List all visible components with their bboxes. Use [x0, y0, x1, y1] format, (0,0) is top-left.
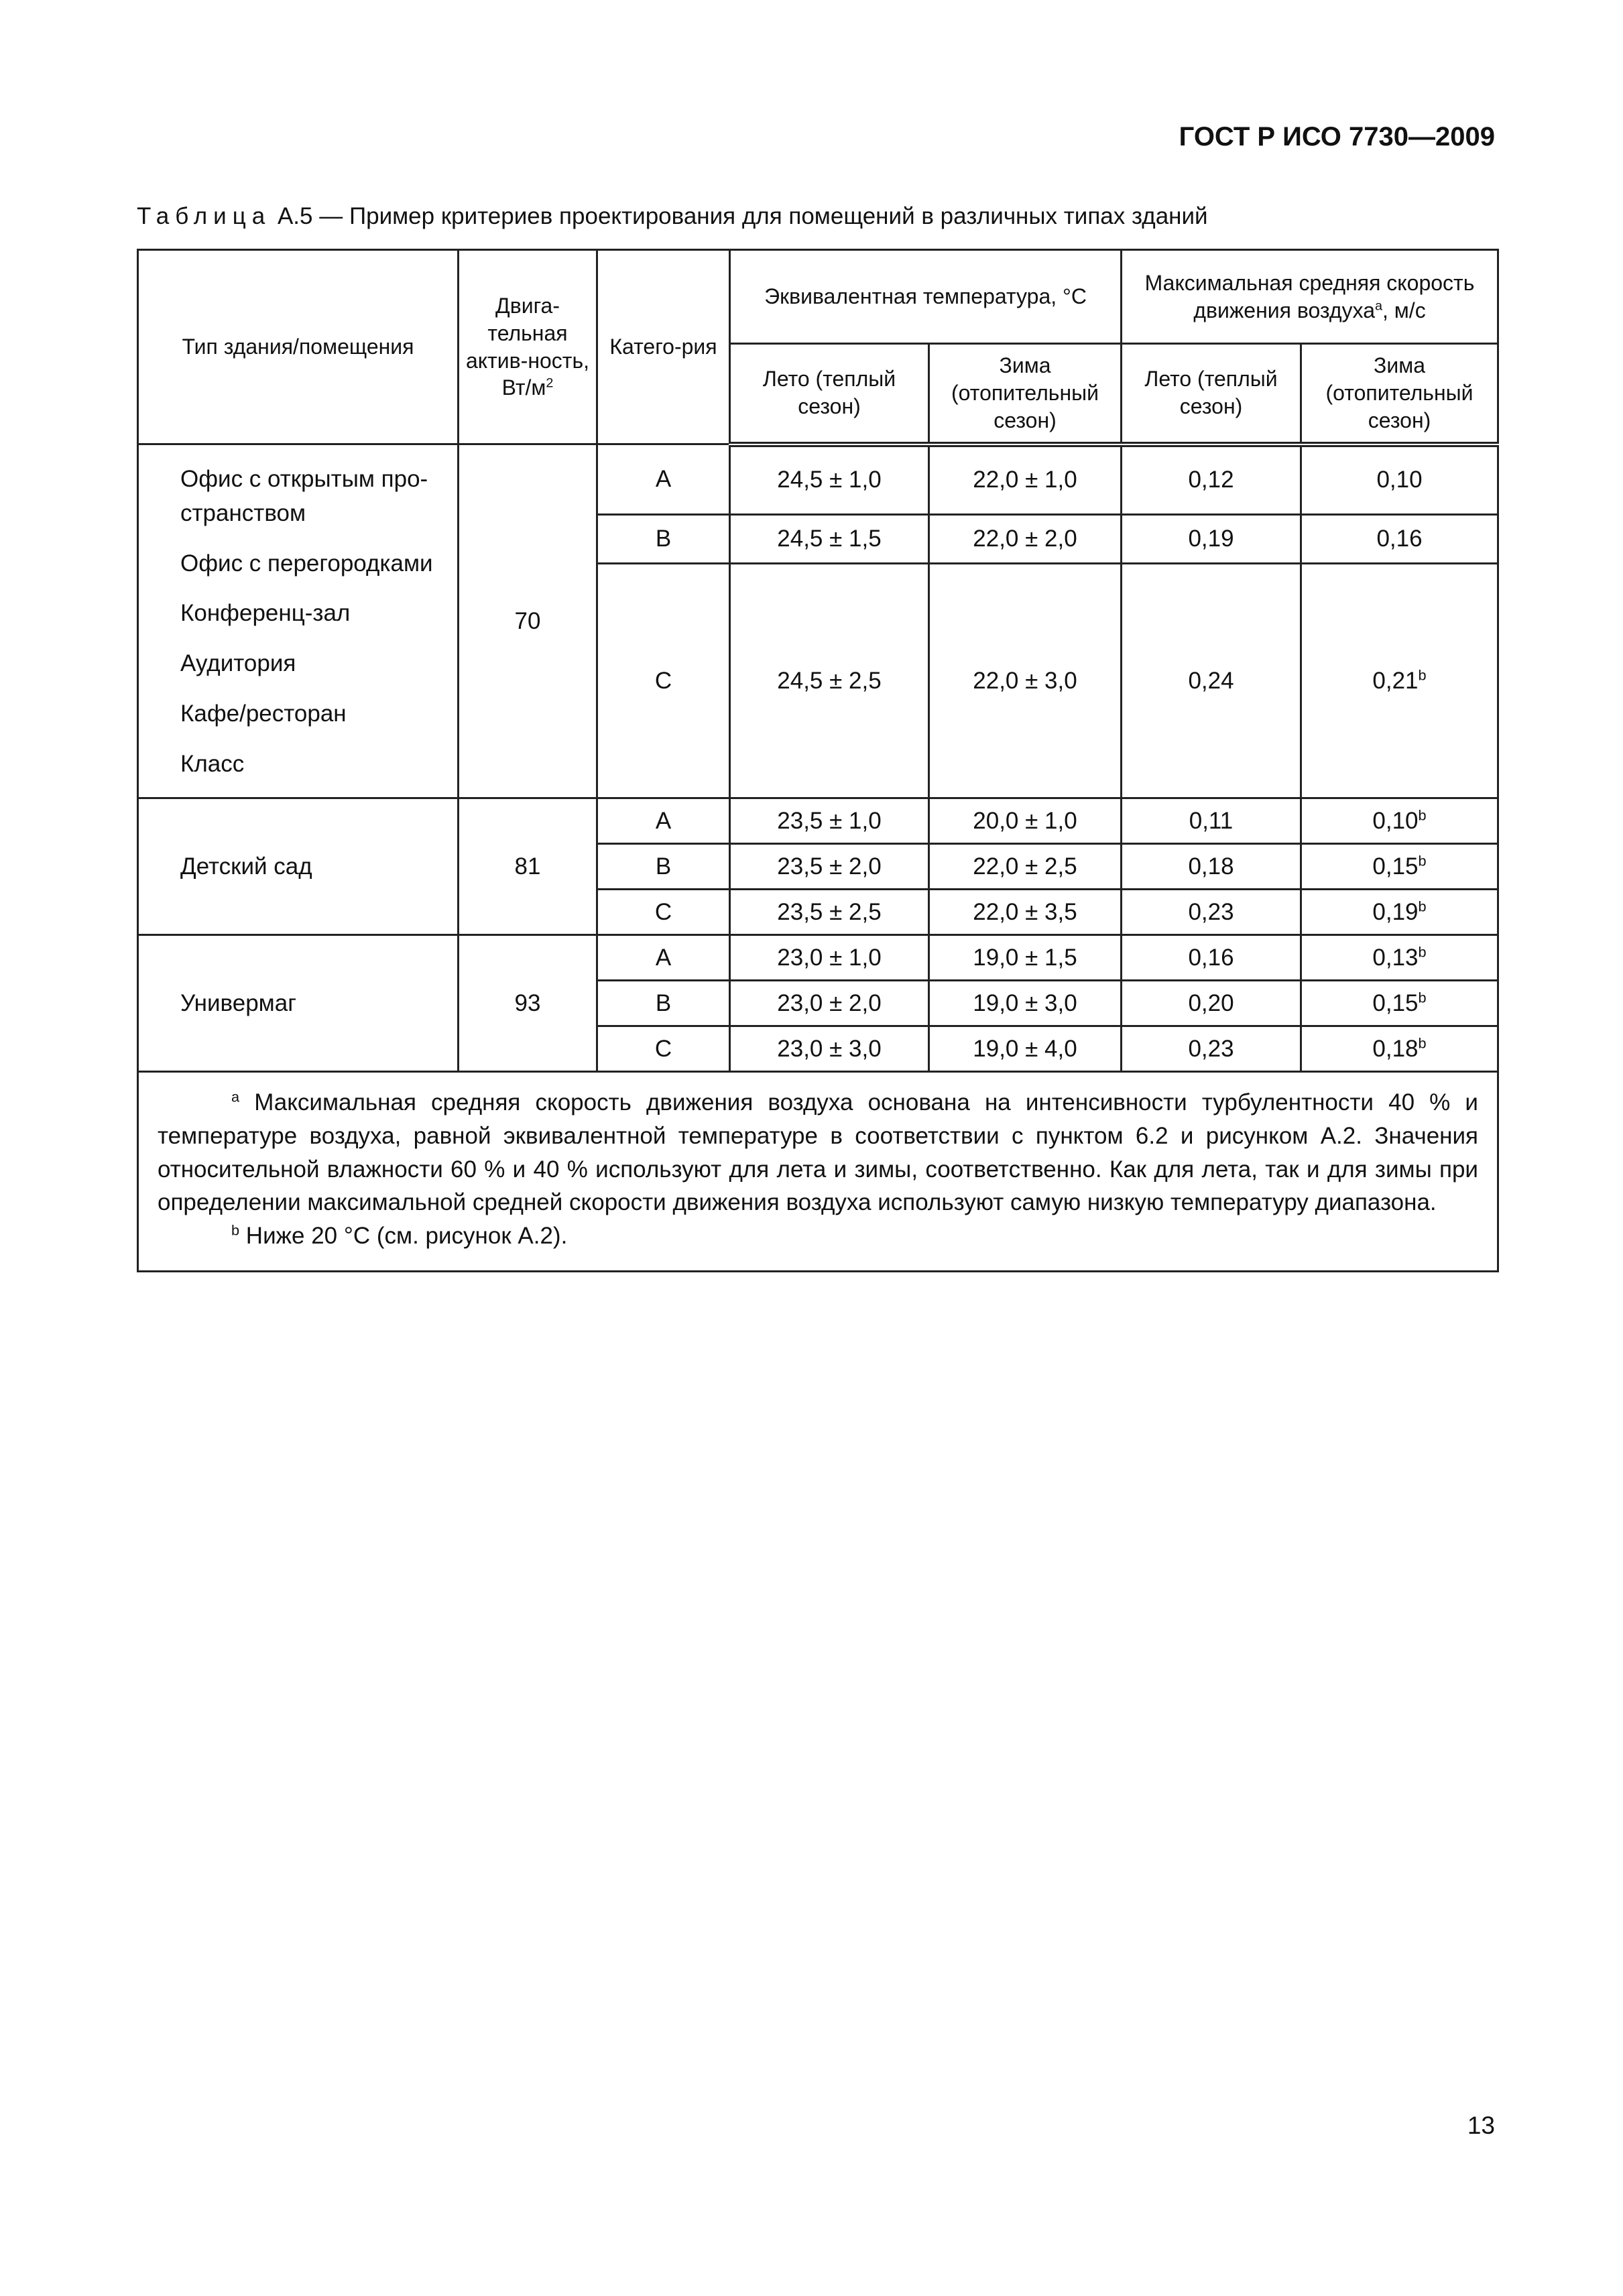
header-activity-sup: 2 — [546, 375, 554, 391]
table-caption-text: А.5 — Пример критериев проектирования для помещений в различных типах зданий — [271, 203, 1208, 229]
footnote-ref: b — [1418, 989, 1427, 1006]
category-cell: В — [597, 514, 730, 563]
building-type-label: Офис с открытым про-странством — [180, 466, 428, 526]
temp-summer-cell: 23,0 ± 3,0 — [730, 1026, 929, 1072]
speed-winter-cell — [1301, 563, 1498, 798]
temp-winter-cell: 22,0 ± 3,0 — [929, 563, 1122, 798]
header-category: Катего-рия — [597, 250, 730, 444]
temp-winter-cell: 22,0 ± 2,5 — [929, 844, 1122, 890]
building-type-label: Детский сад — [138, 798, 459, 935]
speed-winter-value: 0,10 — [1372, 807, 1419, 834]
category-cell: С — [597, 1026, 730, 1072]
speed-winter-cell — [1301, 890, 1498, 935]
header-max-air-speed-unit: , м/с — [1382, 298, 1426, 322]
speed-winter-cell — [1301, 798, 1498, 844]
standard-designation: ГОСТ Р ИСО 7730—2009 — [1179, 122, 1495, 152]
temp-winter-cell: 19,0 ± 1,5 — [929, 935, 1122, 981]
footnote-ref: b — [1418, 666, 1427, 683]
speed-winter-value: 0,13 — [1372, 944, 1419, 971]
footnote-ref: b — [1418, 806, 1427, 824]
category-cell: А — [597, 798, 730, 844]
speed-winter-value: 0,21 — [1372, 667, 1419, 694]
activity-value: 70 — [459, 444, 597, 798]
temp-summer-cell: 23,5 ± 2,0 — [730, 844, 929, 890]
footnote-a-text: Максимальная средняя скорость движения воздуха основана на интенсивности турбулентности 40 % и температуре воздуха, равной эквивалентной температуре в соответствии с пунктом 6.2 и рисунком А.2. Значения относительной влажности 60 % и 40 % используют для лета и зимы, соответственно. Как для лета, так и для зимы при определении максимальной средней скорости движения воздуха используют самую низкую температуру диапазона. — [158, 1089, 1478, 1216]
group-offices-labels — [138, 444, 459, 798]
temp-winter-cell: 22,0 ± 3,5 — [929, 890, 1122, 935]
building-type-label: Кафе/ресторан — [180, 700, 347, 727]
building-type-label: Офис с перегородками — [180, 550, 433, 577]
header-equivalent-temperature: Эквивалентная температура, °С — [730, 250, 1122, 344]
design-criteria-table — [137, 249, 1499, 1272]
temp-winter-cell: 19,0 ± 3,0 — [929, 981, 1122, 1026]
speed-winter-cell — [1301, 935, 1498, 981]
building-type-label: Аудитория — [180, 650, 296, 676]
speed-summer-cell: 0,18 — [1122, 844, 1301, 890]
page-number: 13 — [1467, 2112, 1495, 2139]
speed-winter-value: 0,10 — [1376, 467, 1423, 493]
table-caption — [137, 203, 1208, 230]
header-temp-summer: Лето (теплый сезон) — [730, 344, 929, 444]
category-cell: С — [597, 890, 730, 935]
header-speed-winter: Зима (отопительный сезон) — [1301, 344, 1498, 444]
temp-summer-cell: 23,5 ± 2,5 — [730, 890, 929, 935]
footnote-ref: b — [1418, 1034, 1427, 1052]
category-cell: В — [597, 844, 730, 890]
footnote-b — [158, 1219, 1478, 1253]
speed-summer-cell: 0,20 — [1122, 981, 1301, 1026]
speed-winter-cell — [1301, 844, 1498, 890]
category-cell: А — [597, 444, 730, 515]
header-activity — [459, 250, 597, 444]
category-cell: С — [597, 563, 730, 798]
header-max-air-speed-text: Максимальная средняя скорость движения воздуха — [1144, 270, 1475, 322]
temp-summer-cell: 24,5 ± 2,5 — [730, 563, 929, 798]
temp-summer-cell: 23,0 ± 2,0 — [730, 981, 929, 1026]
temp-winter-cell: 20,0 ± 1,0 — [929, 798, 1122, 844]
activity-value: 93 — [459, 935, 597, 1072]
footnote-ref: b — [1418, 898, 1427, 915]
temp-summer-cell: 24,5 ± 1,5 — [730, 514, 929, 563]
building-type-label: Класс — [180, 750, 245, 777]
speed-summer-cell: 0,23 — [1122, 1026, 1301, 1072]
speed-winter-cell — [1301, 444, 1498, 515]
temp-winter-cell: 22,0 ± 2,0 — [929, 514, 1122, 563]
header-temp-winter: Зима (отопительный сезон) — [929, 344, 1122, 444]
speed-winter-cell — [1301, 514, 1498, 563]
footnote-a — [158, 1086, 1478, 1219]
activity-value: 81 — [459, 798, 597, 935]
header-building-type: Тип здания/помещения — [138, 250, 459, 444]
footnote-ref: b — [1418, 852, 1427, 869]
header-speed-summer: Лето (теплый сезон) — [1122, 344, 1301, 444]
speed-winter-value: 0,18 — [1372, 1035, 1419, 1062]
speed-summer-cell: 0,24 — [1122, 563, 1301, 798]
speed-summer-cell: 0,19 — [1122, 514, 1301, 563]
building-type-label: Универмаг — [138, 935, 459, 1072]
speed-summer-cell: 0,12 — [1122, 444, 1301, 515]
table-notes — [138, 1072, 1498, 1271]
table-caption-label: Таблица — [137, 203, 272, 229]
header-activity-text: Двига-тельная актив-ность, Вт/м — [465, 293, 590, 400]
footnote-ref: b — [1418, 943, 1427, 961]
speed-summer-cell: 0,11 — [1122, 798, 1301, 844]
temp-summer-cell: 23,0 ± 1,0 — [730, 935, 929, 981]
temp-winter-cell: 19,0 ± 4,0 — [929, 1026, 1122, 1072]
speed-winter-value: 0,15 — [1372, 853, 1419, 880]
speed-winter-cell — [1301, 981, 1498, 1026]
speed-summer-cell: 0,16 — [1122, 935, 1301, 981]
category-cell: А — [597, 935, 730, 981]
footnote-b-text: Ниже 20 °С (см. рисунок А.2). — [239, 1223, 568, 1249]
speed-winter-value: 0,19 — [1372, 898, 1419, 925]
building-type-label: Конференц-зал — [180, 600, 351, 627]
speed-winter-value: 0,15 — [1372, 989, 1419, 1016]
footnote-b-mark: b — [231, 1221, 240, 1239]
speed-winter-cell — [1301, 1026, 1498, 1072]
category-cell: В — [597, 981, 730, 1026]
temp-summer-cell: 23,5 ± 1,0 — [730, 798, 929, 844]
speed-winter-value: 0,16 — [1376, 525, 1423, 552]
footnote-a-mark: a — [231, 1088, 240, 1105]
speed-summer-cell: 0,23 — [1122, 890, 1301, 935]
header-max-air-speed-sup: a — [1374, 298, 1383, 313]
temp-summer-cell: 24,5 ± 1,0 — [730, 444, 929, 515]
temp-winter-cell: 22,0 ± 1,0 — [929, 444, 1122, 515]
header-max-air-speed — [1122, 250, 1498, 344]
